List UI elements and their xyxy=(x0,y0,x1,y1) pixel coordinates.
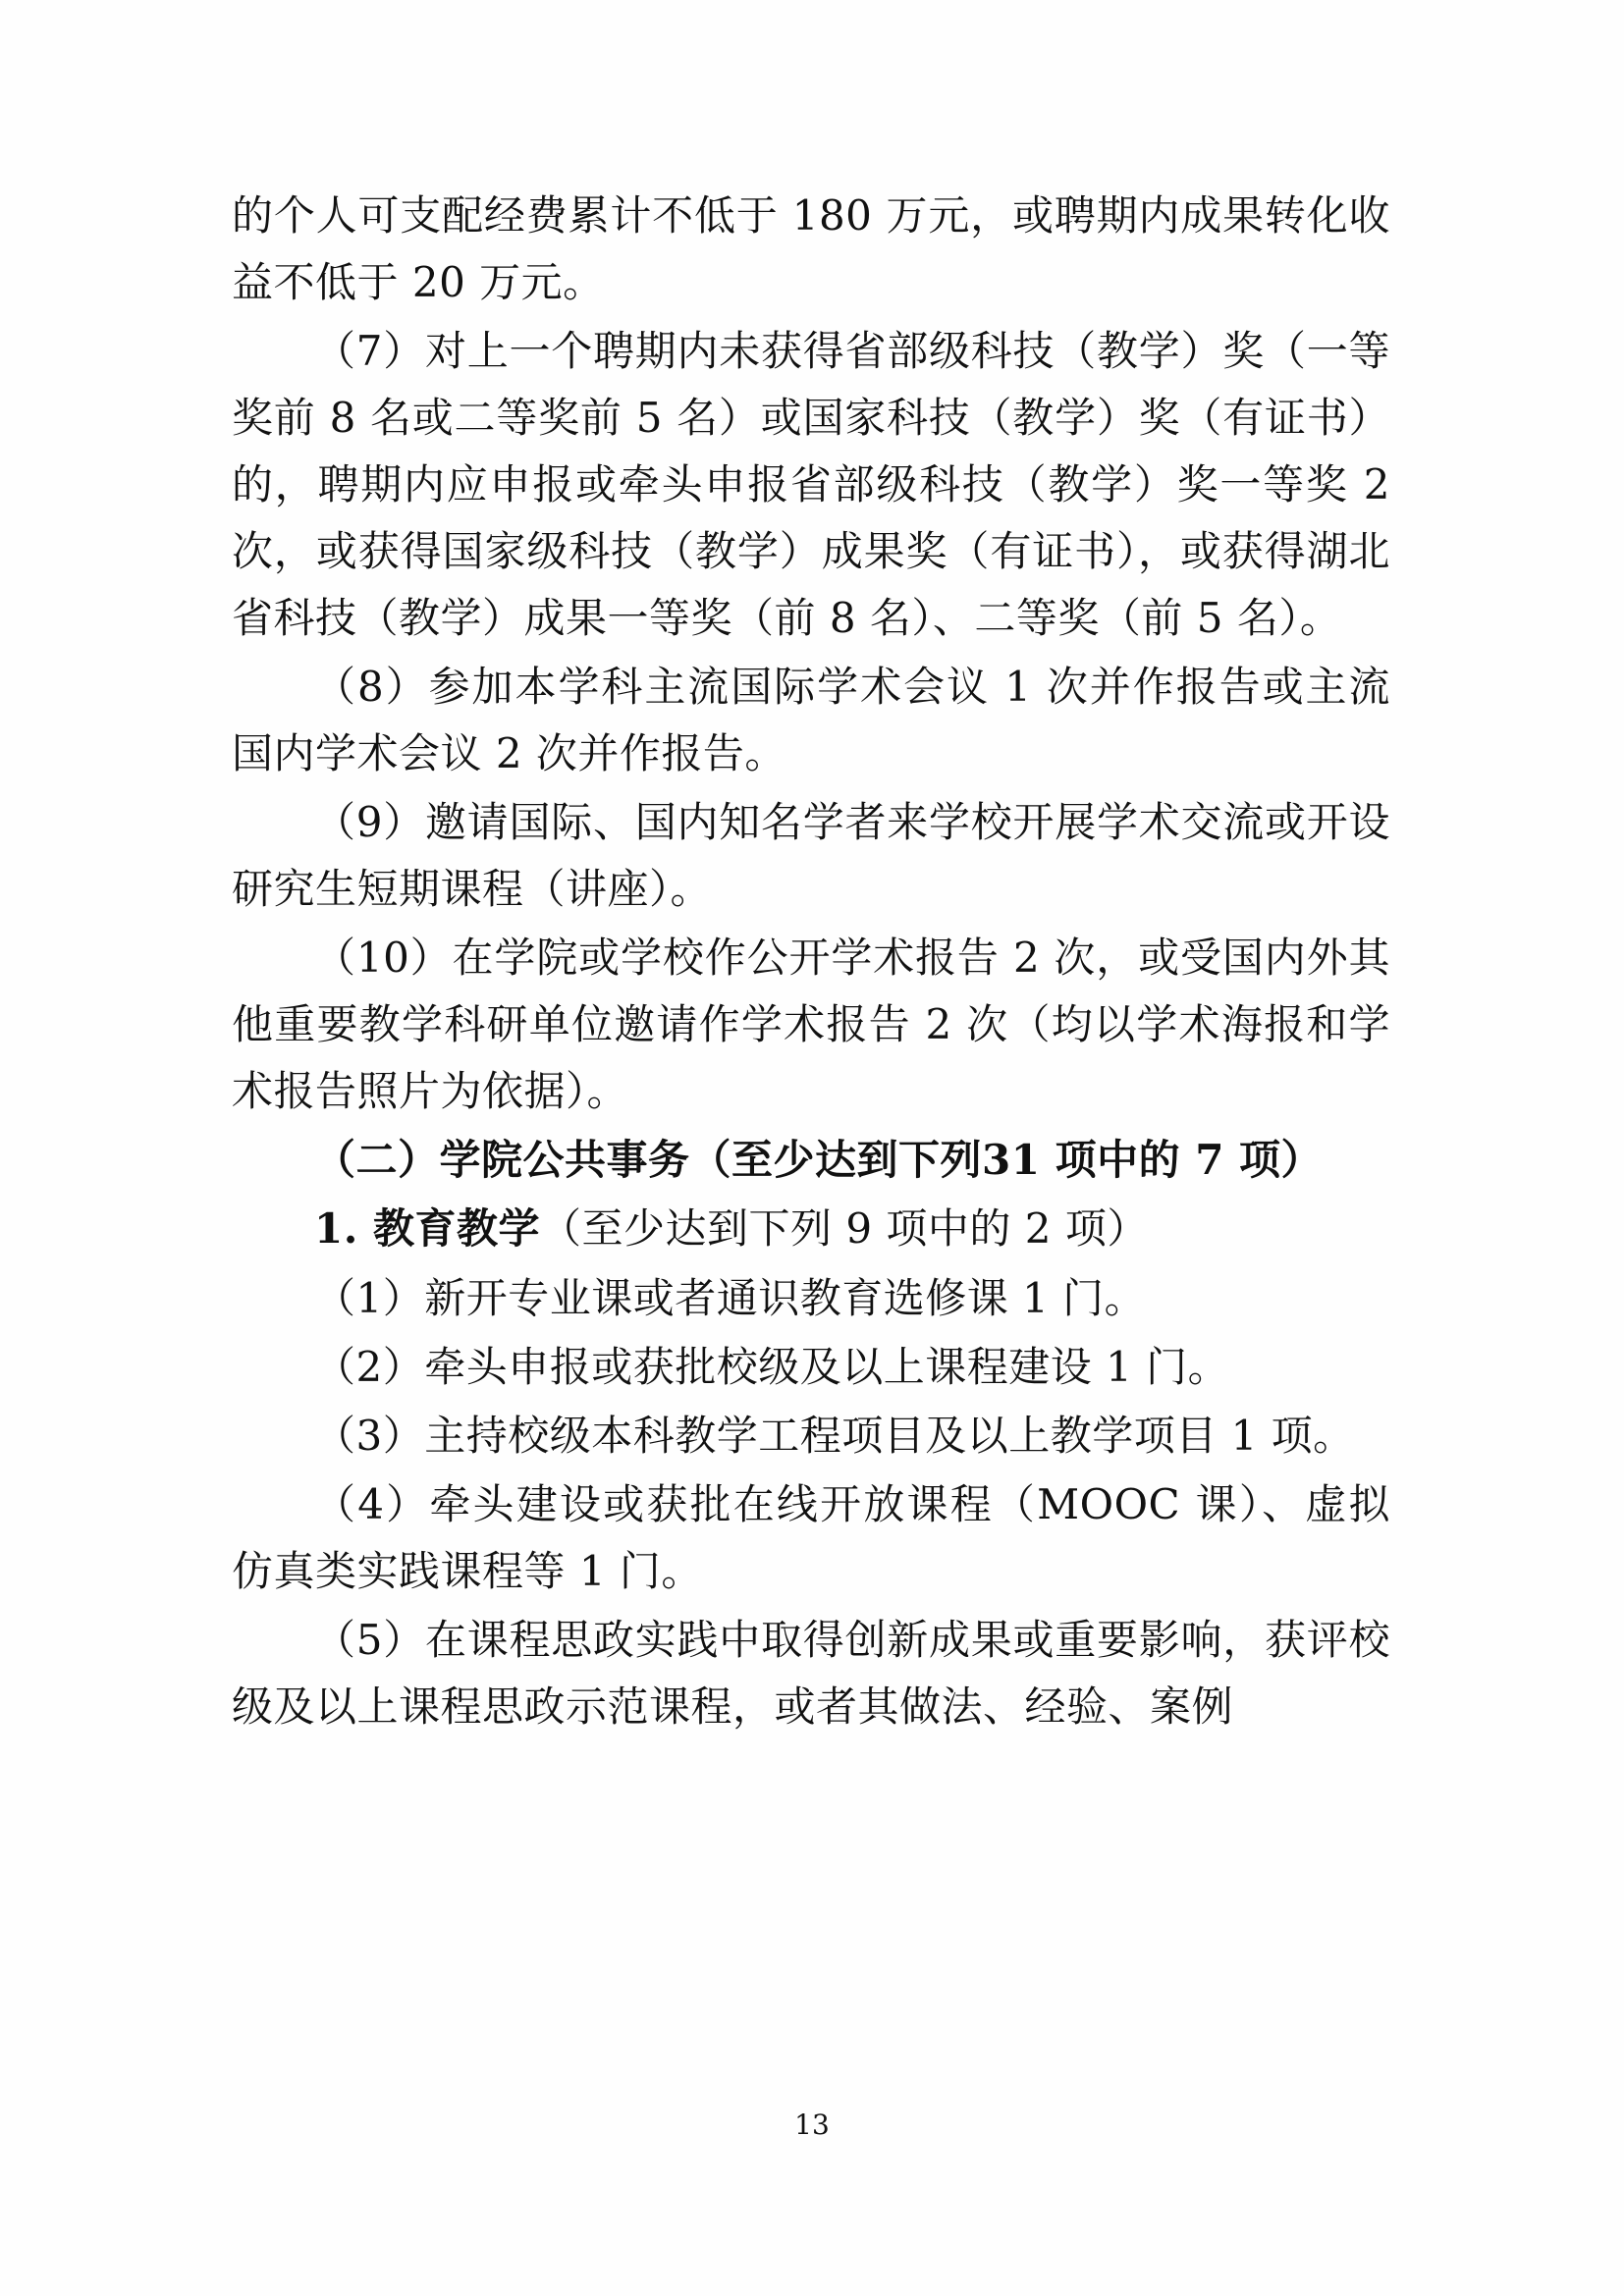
subsection-heading-rest: （至少达到下列 9 项中的 2 项） xyxy=(539,1204,1149,1254)
list-item-9: （9）邀请国际、国内知名学者来学校开展学术交流或开设研究生短期课程（讲座）。 xyxy=(232,798,1390,914)
list-item-10: （10）在学院或学校作公开学术报告 2 次，或受国内外其他重要教学科研单位邀请作学术报告 2 次（均以学术海报和学术报告照片为依据）。 xyxy=(232,934,1390,1116)
edu-list-item-5: （5）在课程思政实践中取得创新成果或重要影响，获评校级及以上课程思政示范课程，或者其做法、经验、案例 xyxy=(232,1615,1390,1731)
edu-list-item-4: （4）牵头建设或获批在线开放课程（MOOC 课）、虚拟仿真类实践课程等 1 门。 xyxy=(232,1479,1390,1595)
paragraph-continuation: 的个人可支配经费累计不低于 180 万元，或聘期内成果转化收益不低于 20 万元。 xyxy=(232,191,1390,307)
page-number: 13 xyxy=(794,2109,830,2141)
subsection-heading-label: 1. 教育教学 xyxy=(314,1204,540,1254)
section-heading: （二）学院公共事务（至少达到下列31 项中的 7 项） xyxy=(314,1136,1324,1185)
edu-list-item-2: （2）牵头申报或获批校级及以上课程建设 1 门。 xyxy=(314,1342,1230,1391)
edu-list-item-3: （3）主持校级本科教学工程项目及以上教学项目 1 项。 xyxy=(314,1411,1355,1460)
edu-list-item-1: （1）新开专业课或者通识教育选修课 1 门。 xyxy=(314,1273,1147,1322)
page-content xyxy=(232,183,1390,1742)
subsection-heading xyxy=(232,1196,1390,1262)
list-item-8: （8）参加本学科主流国际学术会议 1 次并作报告或主流国内学术会议 2 次并作报告。 xyxy=(232,663,1390,778)
list-item-7: （7）对上一个聘期内未获得省部级科技（教学）奖（一等奖前 8 名或二等奖前 5 名）或国家科技（教学）奖（有证书）的，聘期内应申报或牵头申报省部级科技（教学）奖一等奖 2 次，或获得国家级科技（教学）成果奖（有证书），或获得湖北省科技（教学）成果一等奖（前 8 名）、二等奖（前 5 名）。 xyxy=(232,327,1390,643)
